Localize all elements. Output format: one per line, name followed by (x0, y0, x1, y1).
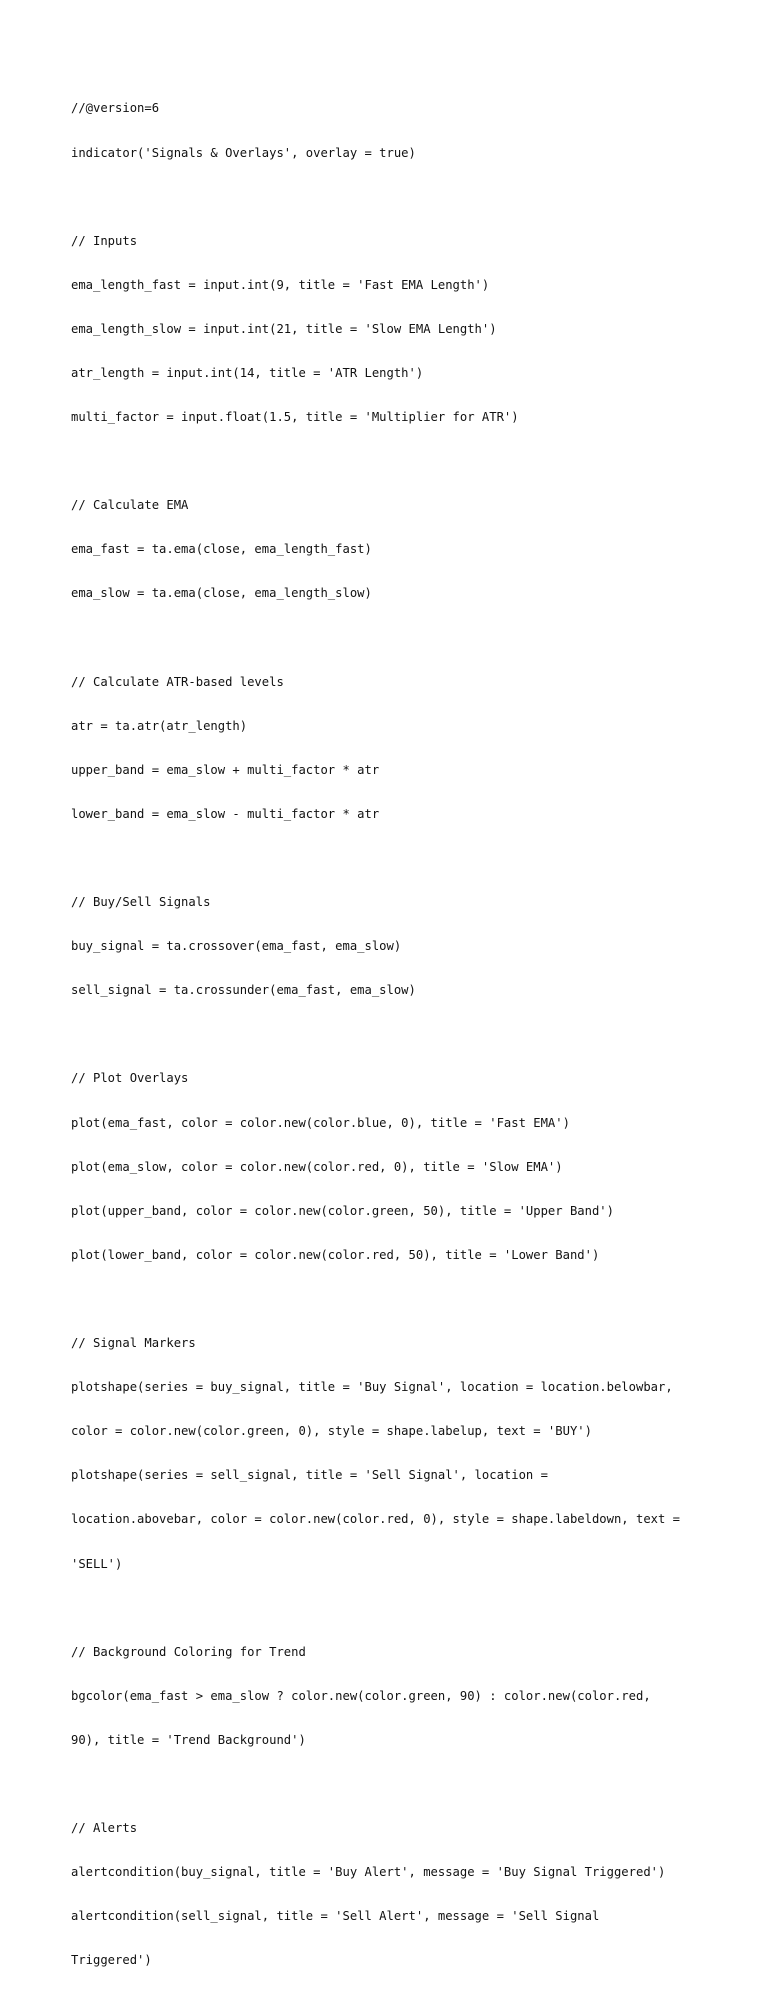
code-line: plot(ema_fast, color = color.new(color.blue, 0), title = 'Fast EMA') (71, 1115, 570, 1130)
code-comment: // Inputs (71, 233, 138, 248)
code-line: ema_fast = ta.ema(close, ema_length_fast) (71, 542, 372, 557)
code-comment: // Background Coloring for Trend (71, 1644, 306, 1659)
code-comment: // Buy/Sell Signals (71, 895, 211, 910)
blank-line (71, 1292, 711, 1307)
code-text (71, 72, 711, 1997)
code-line: 90), title = 'Trend Background') (71, 1732, 306, 1747)
code-comment: // Plot Overlays (71, 1071, 189, 1086)
code-line: upper_band = ema_slow + multi_factor * atr (71, 762, 380, 777)
code-line: atr_length = input.int(14, title = 'ATR Length') (71, 365, 424, 380)
code-line: ema_length_slow = input.int(21, title = 'Slow EMA Length') (71, 321, 497, 336)
code-line: location.abovebar, color = color.new(color.red, 0), style = shape.labeldown, text = (71, 1512, 681, 1527)
code-line: ema_slow = ta.ema(close, ema_length_slow) (71, 586, 372, 601)
code-line: plot(upper_band, color = color.new(color.green, 50), title = 'Upper Band') (71, 1203, 614, 1218)
blank-line (71, 1777, 711, 1792)
code-line: plotshape(series = sell_signal, title = 'Sell Signal', location = (71, 1468, 548, 1483)
blank-line (71, 454, 711, 469)
code-line: multi_factor = input.float(1.5, title = 'Multiplier for ATR') (71, 410, 519, 425)
code-line: alertcondition(buy_signal, title = 'Buy Alert', message = 'Buy Signal Triggered') (71, 1865, 666, 1880)
blank-line (71, 851, 711, 866)
code-line: //@version=6 (71, 101, 160, 116)
code-line: plot(lower_band, color = color.new(color.red, 50), title = 'Lower Band') (71, 1247, 600, 1262)
code-line: alertcondition(sell_signal, title = 'Sell Alert', message = 'Sell Signal (71, 1909, 600, 1924)
code-comment: // Calculate ATR-based levels (71, 674, 284, 689)
code-line: Triggered') (71, 1953, 152, 1968)
code-line: 'SELL') (71, 1556, 123, 1571)
code-line: bgcolor(ema_fast > ema_slow ? color.new(color.green, 90) : color.new(color.red, (71, 1688, 651, 1703)
blank-line (71, 631, 711, 646)
blank-line (71, 1027, 711, 1042)
blank-line (71, 1601, 711, 1616)
code-line: plot(ema_slow, color = color.new(color.red, 0), title = 'Slow EMA') (71, 1159, 563, 1174)
code-comment: // Calculate EMA (71, 498, 189, 513)
code-line: sell_signal = ta.crossunder(ema_fast, ema_slow) (71, 983, 416, 998)
code-line: lower_band = ema_slow - multi_factor * atr (71, 806, 380, 821)
blank-line (71, 190, 711, 205)
code-line: ema_length_fast = input.int(9, title = 'Fast EMA Length') (71, 277, 490, 292)
code-comment: // Signal Markers (71, 1336, 196, 1351)
code-line: buy_signal = ta.crossover(ema_fast, ema_slow) (71, 939, 402, 954)
code-line: atr = ta.atr(atr_length) (71, 718, 248, 733)
code-comment: // Alerts (71, 1821, 138, 1836)
code-line: color = color.new(color.green, 0), style = shape.labelup, text = 'BUY') (71, 1424, 592, 1439)
code-line: plotshape(series = buy_signal, title = 'Buy Signal', location = location.belowbar, (71, 1380, 673, 1395)
code-line: indicator('Signals & Overlays', overlay = true) (71, 145, 416, 160)
